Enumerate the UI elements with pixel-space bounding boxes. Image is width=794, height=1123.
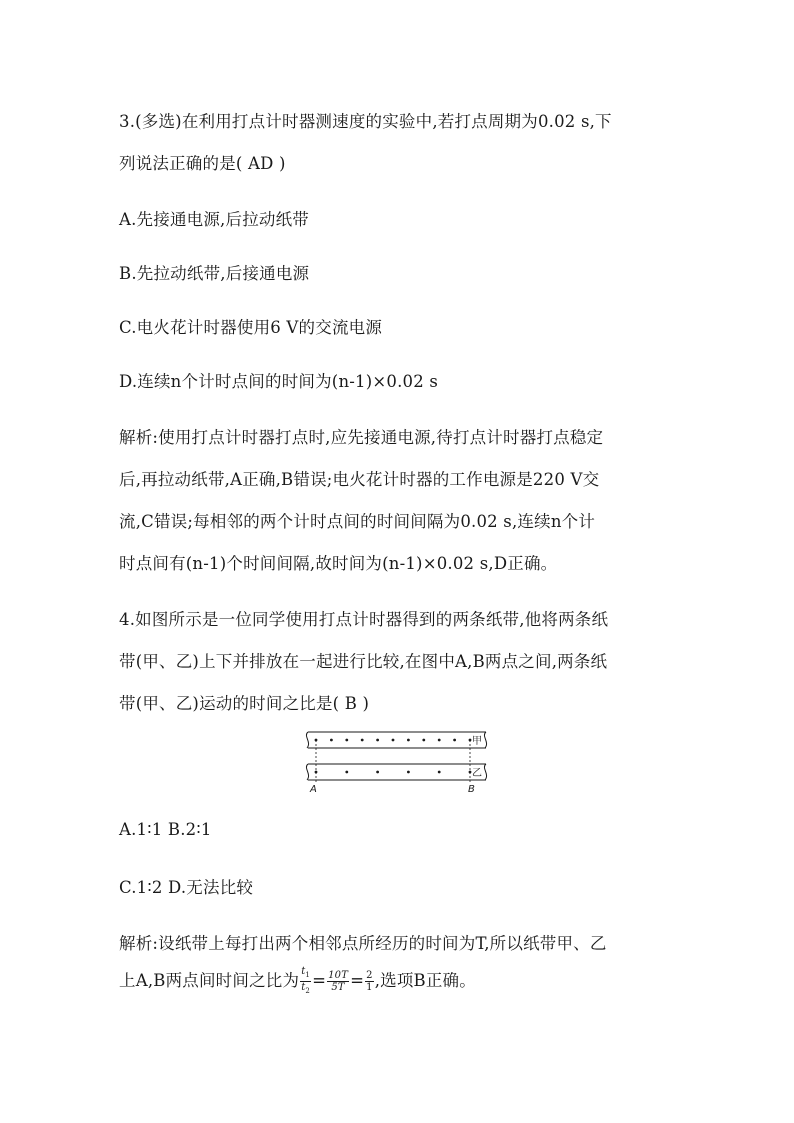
tape-bottom — [306, 764, 486, 780]
q3-stem-line-2: 列说法正确的是( AD ) — [119, 154, 286, 173]
tape-top-dot — [345, 739, 348, 742]
q3-option-b: B.先拉动纸带,后接通电源 — [119, 264, 310, 283]
q3-analysis-line-3: 流,C错误;每相邻的两个计时点间的时间间隔为0.02 s,连续n个计 — [119, 512, 596, 531]
fraction-t1-t2: $\frac{t_1}{t_2}$ — [301, 966, 311, 995]
tape-top-dots — [315, 739, 472, 742]
tape-bottom-dot — [407, 771, 410, 774]
point-a-label: A — [310, 784, 317, 795]
equals-2: = — [350, 971, 365, 990]
tape-bottom-dots — [315, 771, 472, 774]
equals-1: = — [312, 971, 327, 990]
q3-analysis-line-4: 时点间有(n-1)个时间间隔,故时间为(n-1)×0.02 s,D正确。 — [119, 554, 558, 573]
tape-top-dot — [407, 739, 410, 742]
q4-analysis-line-1: 解析:设纸带上每打出两个相邻点所经历的时间为T,所以纸带甲、乙 — [119, 934, 607, 953]
paper-tape-figure — [300, 728, 500, 796]
fraction-2-1: $\frac{2}{1}$ — [366, 970, 373, 993]
tape-top-dot — [422, 739, 425, 742]
fraction-10t-5t: $\frac{10T}{5T}$ — [328, 970, 349, 993]
tape-top-dot — [438, 739, 441, 742]
q4-options-line-2: C.1∶2 D.无法比较 — [119, 878, 254, 897]
q3-option-a: A.先接通电源,后拉动纸带 — [119, 210, 310, 229]
tape-top-label: 甲 — [472, 736, 482, 747]
tape-top-dot — [330, 739, 333, 742]
q3-option-d: D.连续n个计时点间的时间为(n-1)×0.02 s — [119, 372, 439, 391]
analysis-prefix: 上A,B两点间时间之比为 — [119, 971, 300, 990]
q3-option-c: C.电火花计时器使用6 V的交流电源 — [119, 318, 383, 337]
q4-analysis-line-2 — [119, 966, 476, 997]
tape-top — [306, 732, 486, 748]
q3-analysis-line-2: 后,再拉动纸带,A正确,B错误;电火花计时器的工作电源是220 V交 — [119, 470, 600, 489]
analysis-suffix: ,选项B正确。 — [374, 971, 476, 990]
tape-bottom-dot — [345, 771, 348, 774]
tape-top-dot — [453, 739, 456, 742]
tape-bottom-dot — [438, 771, 441, 774]
q4-stem-line-1: 4.如图所示是一位同学使用打点计时器得到的两条纸带,他将两条纸 — [119, 610, 609, 629]
point-b-label: B — [468, 784, 475, 795]
tape-top-dot — [392, 739, 395, 742]
q4-options-line-1: A.1∶1 B.2∶1 — [119, 820, 212, 839]
tape-top-dot — [376, 739, 379, 742]
tape-bottom-label: 乙 — [472, 768, 482, 779]
tape-bottom-dot — [376, 771, 379, 774]
q4-stem-line-3: 带(甲、乙)运动的时间之比是( B ) — [119, 694, 370, 713]
tape-top-dot — [361, 739, 364, 742]
q4-stem-line-2: 带(甲、乙)上下并排放在一起进行比较,在图中A,B两点之间,两条纸 — [119, 652, 608, 671]
q3-stem-line-1: 3.(多选)在利用打点计时器测速度的实验中,若打点周期为0.02 s,下 — [119, 112, 612, 131]
q3-analysis-line-1: 解析:使用打点计时器打点时,应先接通电源,待打点计时器打点稳定 — [119, 428, 604, 447]
